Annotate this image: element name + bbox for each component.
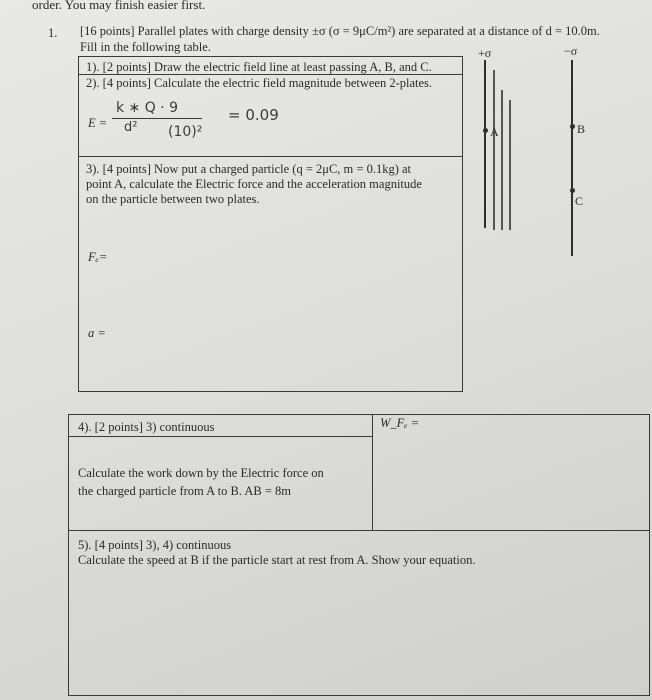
point-b-label: B (577, 122, 586, 136)
hand-numerator: k ∗ Q · 9 (116, 100, 179, 116)
column-divider (372, 414, 373, 530)
point-b-dot (570, 124, 575, 129)
field-line (493, 70, 495, 230)
negative-plate (571, 60, 573, 256)
positive-plate (484, 60, 486, 228)
row-divider (68, 436, 373, 437)
row-divider (78, 156, 462, 157)
hand-denominator-left: d² (124, 120, 138, 135)
problem-number: 1. (48, 26, 58, 40)
point-a-label: A (490, 125, 499, 139)
e-label: E = (88, 116, 108, 130)
field-line (501, 90, 503, 230)
part4-line2: the charged particle from A to B. AB = 8m (78, 484, 292, 498)
part2-text: 2). [4 points] Calculate the electric field magnitude between 2-plates. (86, 76, 433, 90)
field-line (509, 100, 511, 230)
part3-line2: point A, calculate the Electric force and the acceleration magnitude (86, 177, 422, 191)
minus-sigma-label: −σ (564, 44, 578, 58)
problem-intro-line2: Fill in the following table. (80, 40, 211, 54)
header-text: order. You may finish easier first. (32, 0, 206, 12)
part5-line1: 5). [4 points] 3), 4) continuous (78, 538, 232, 552)
fe-label: Fₑ= (88, 250, 108, 264)
problem-intro-line1: [16 points] Parallel plates with charge density ±σ (σ = 9μC/m²) are separated at a distance of d = 10.0m. (80, 24, 600, 38)
part3-line1: 3). [4 points] Now put a charged particle (q = 2μC, m = 0.1kg) at (86, 162, 412, 176)
part5-line2: Calculate the speed at B if the particle start at rest from A. Show your equation. (78, 553, 476, 567)
plus-sigma-label: +σ (478, 46, 492, 60)
row-divider (68, 530, 649, 531)
row-divider (78, 74, 462, 75)
point-c-dot (570, 188, 575, 193)
hand-denominator-right: (10)² (168, 124, 203, 140)
part3-line3: on the particle between two plates. (86, 192, 260, 206)
a-label: a = (88, 326, 106, 340)
point-a-dot (483, 128, 488, 133)
work-label: W_Fₑ = (380, 416, 420, 430)
part4-line1: Calculate the work down by the Electric force on (78, 466, 324, 480)
fraction-bar (112, 118, 202, 119)
hand-result: = 0.09 (228, 106, 279, 124)
part1-text: 1). [2 points] Draw the electric field line at least passing A, B, and C. (86, 60, 432, 74)
part4-title: 4). [2 points] 3) continuous (78, 420, 215, 434)
point-c-label: C (575, 194, 584, 208)
